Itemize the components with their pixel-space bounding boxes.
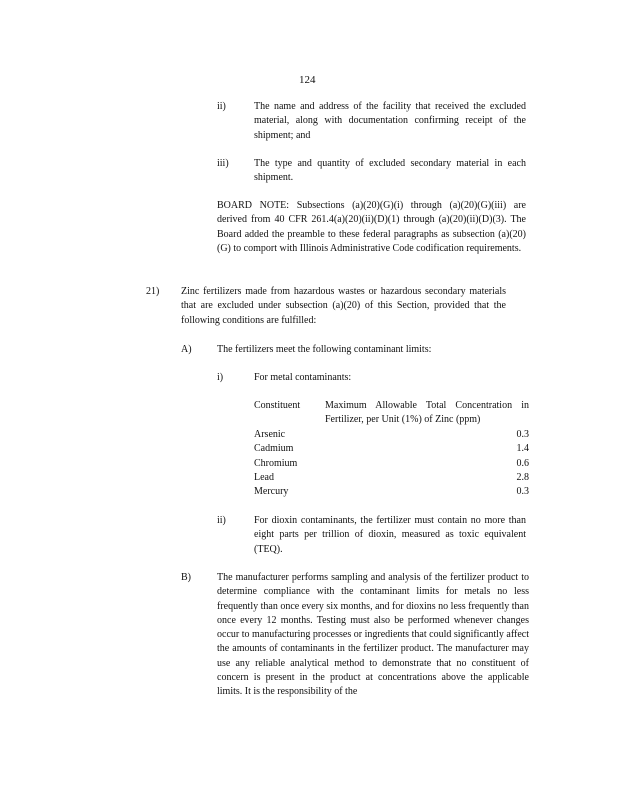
list-item-label: ii) [217, 515, 226, 526]
list-item-text: The type and quantity of excluded secondary material in each shipment. [254, 158, 526, 184]
subsection-item-text: The manufacturer performs sampling and analysis of the fertilizer product to determine compliance with the contaminant limits for metals no less frequently than once every six months, and for dioxins no less frequently than once every 12 months. Testing must also be performed whenever changes occur to manufacturing processes or ingredients that could significantly affect the amounts of contaminants in the fertilizer product. The manufacturer may use any reliable analytical method to demonstrate that no constituent of concern is present in the product at concentrations above the applicable limits. It is the responsibility of the [217, 572, 529, 698]
list-item-text: For metal contaminants: [254, 372, 352, 383]
subsection-item-text: The fertilizers meet the following contaminant limits: [217, 344, 432, 355]
table-cell-value: 1.4 [516, 443, 529, 455]
table-cell-value: 2.8 [516, 471, 529, 483]
metal-contaminants-table [254, 399, 529, 499]
list-item-label: ii) [217, 101, 226, 112]
table-cell-value: 0.6 [516, 457, 529, 469]
table-cell-value: 0.3 [516, 429, 529, 440]
section-item-text: Zinc fertilizers made from hazardous wastes or hazardous secondary materials that are excluded under subsection (a)(20) of this Section, provided that the following conditions are fulfilled: [181, 286, 506, 326]
list-item-text: The name and address of the facility that received the excluded material, along with documentation confirming receipt of the shipment; and [254, 101, 526, 141]
table-cell-constituent: Chromium [254, 457, 298, 469]
subsection-item-label: A) [181, 344, 192, 355]
list-item-label: i) [217, 372, 224, 383]
table-row [254, 485, 529, 499]
list-item-label: iii) [217, 158, 229, 169]
table-header [254, 399, 529, 428]
column-header-concentration: Maximum Allowable Total Concentration in Fertilizer, per Unit (1%) of Zinc (ppm) [325, 400, 529, 426]
table-cell-constituent: Lead [254, 471, 274, 483]
table-row [254, 428, 529, 442]
table-cell-constituent: Arsenic [254, 429, 286, 440]
board-note: BOARD NOTE: Subsections (a)(20)(G)(i) through (a)(20)(G)(iii) are derived from 40 CFR 261.4(a)(20)(ii)(D)(1) through (a)(20)(ii)(D)(3). The Board added the preamble to these federal paragraphs as subsection (a)(20)(G) to comport with Illinois Administrative Code codification requirements. [217, 200, 526, 254]
list-item-text: For dioxin contaminants, the fertilizer must contain no more than eight parts per trillion of dioxin, measured as toxic equivalent (TEQ). [254, 515, 526, 555]
table-row [254, 457, 529, 471]
section-item-label: 21) [146, 286, 160, 297]
table-row [254, 471, 529, 485]
table-cell-constituent: Cadmium [254, 443, 294, 455]
page-number: 124 [299, 74, 316, 86]
column-header-constituent: Constituent [254, 400, 301, 411]
subsection-item-label: B) [181, 572, 191, 583]
table-cell-constituent: Mercury [254, 486, 289, 498]
table-row [254, 442, 529, 456]
table-cell-value: 0.3 [516, 486, 529, 498]
